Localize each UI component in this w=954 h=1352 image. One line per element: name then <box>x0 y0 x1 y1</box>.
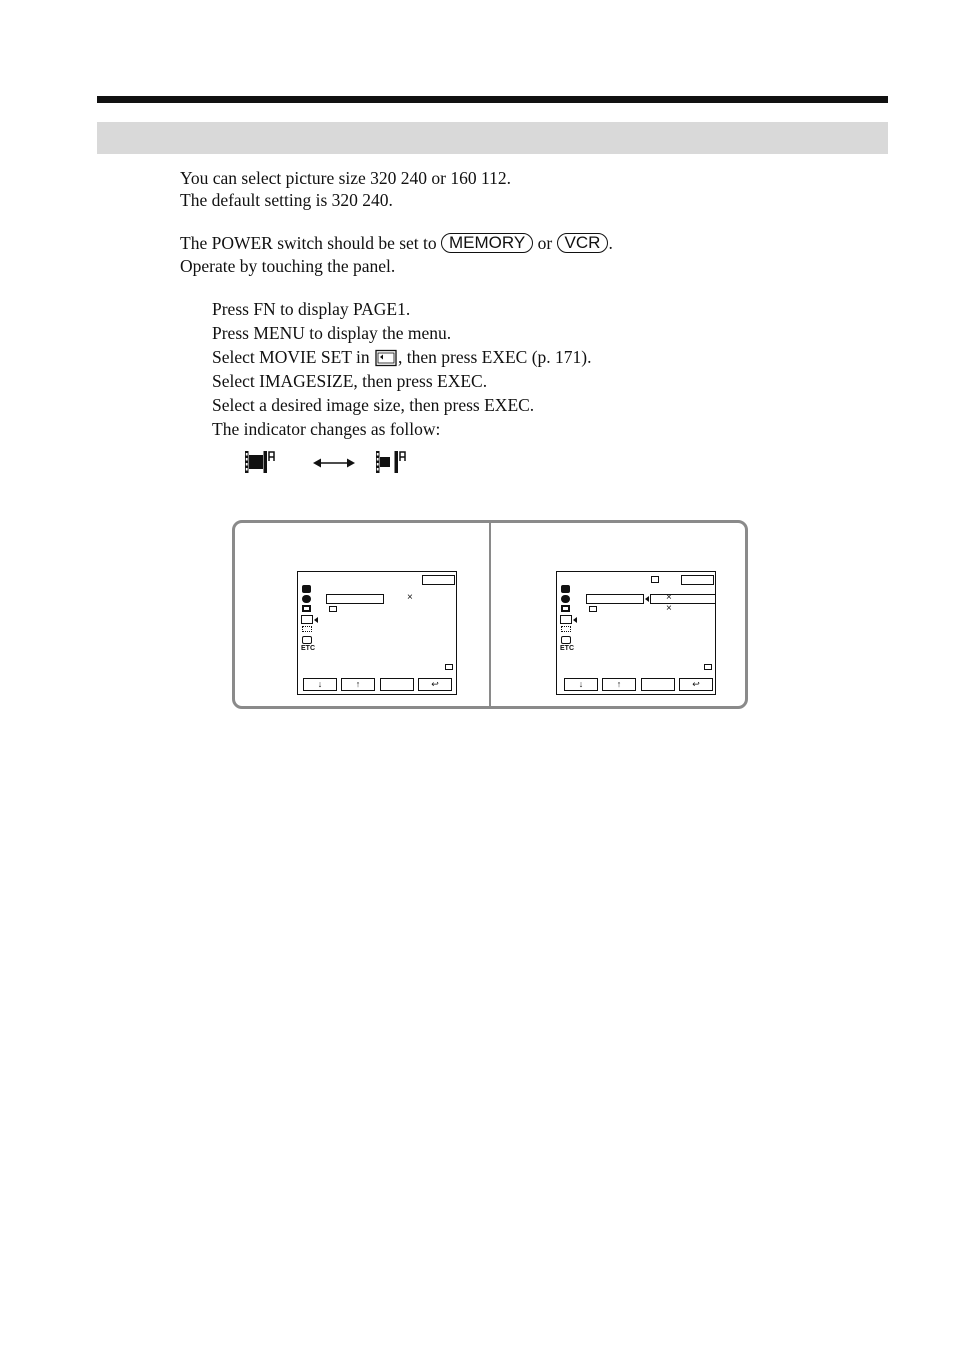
section-heading-band <box>97 122 888 154</box>
tape-set-icon <box>302 626 312 632</box>
movie-set-menu-icon <box>560 615 572 624</box>
mode-corner-icon <box>704 664 712 670</box>
imagesize-item-box[interactable] <box>586 594 644 604</box>
image-size-small-indicator-icon <box>375 450 407 474</box>
up-button[interactable]: ↑ <box>341 678 375 691</box>
return-button[interactable]: ↩ <box>679 678 713 691</box>
manual-set-icon <box>302 595 311 603</box>
imagesize-item-box[interactable] <box>326 594 384 604</box>
step-3 <box>212 346 591 372</box>
size-option-large[interactable] <box>650 594 716 604</box>
movie-set-icon <box>375 349 397 372</box>
exec-button[interactable] <box>380 678 414 691</box>
power-suffix: . <box>608 233 613 253</box>
battery-box <box>422 575 455 585</box>
memory-mode-badge: MEMORY <box>441 233 533 253</box>
step-2: Press MENU to display the menu. <box>212 323 452 343</box>
power-or: or <box>537 233 553 253</box>
memory-set-icon <box>302 605 311 612</box>
up-button[interactable]: ↑ <box>602 678 636 691</box>
option-pointer-icon <box>645 596 649 602</box>
manual-set-icon <box>561 595 570 603</box>
cursor-icon <box>573 617 577 623</box>
down-button[interactable]: ↓ <box>303 678 337 691</box>
cursor-icon <box>314 617 318 623</box>
intro-line-2: The default setting is 320 240. <box>180 190 393 210</box>
intro-line-1: You can select picture size 320 240 or 160 112. <box>180 168 511 188</box>
operate-line: Operate by touching the panel. <box>180 256 396 276</box>
memory-set-icon <box>561 605 570 612</box>
size-option-small-x[interactable]: × <box>666 603 672 614</box>
top-rule <box>97 96 888 103</box>
size-option-large-x: × <box>666 592 672 603</box>
menu-screen-after <box>556 571 716 695</box>
down-button[interactable]: ↓ <box>564 678 598 691</box>
image-size-large-indicator-icon <box>244 450 276 474</box>
size-indicator-icon <box>651 576 659 583</box>
movie-set-menu-icon <box>301 615 313 624</box>
step-3-pre: Select MOVIE SET in <box>212 347 370 367</box>
step-5: Select a desired image size, then press EXEC. <box>212 395 535 415</box>
vcr-mode-badge: VCR <box>557 233 609 253</box>
step-4: Select IMAGESIZE, then press EXEC. <box>212 371 488 391</box>
panel-divider <box>489 522 491 708</box>
movie-item-icon <box>329 606 337 612</box>
step-1: Press FN to display PAGE1. <box>212 299 411 319</box>
exec-button[interactable] <box>641 678 675 691</box>
double-arrow-icon <box>313 456 355 470</box>
camera-set-icon <box>561 585 570 593</box>
return-button[interactable]: ↩ <box>418 678 452 691</box>
movie-item-icon <box>589 606 597 612</box>
menu-screen-before <box>297 571 457 695</box>
power-prefix: The POWER switch should be set to <box>180 233 437 253</box>
tape-set-icon <box>561 626 571 632</box>
etc-label: ETC <box>560 645 574 652</box>
mode-corner-icon <box>445 664 453 670</box>
setup-menu-icon <box>302 636 312 644</box>
camera-set-icon <box>302 585 311 593</box>
power-switch-line <box>180 232 613 254</box>
etc-label: ETC <box>301 645 315 652</box>
setup-menu-icon <box>561 636 571 644</box>
size-x-mark: × <box>407 592 413 603</box>
battery-box <box>681 575 714 585</box>
step-6: The indicator changes as follow: <box>212 419 441 439</box>
step-3-post: , then press EXEC (p. 171). <box>398 347 592 367</box>
